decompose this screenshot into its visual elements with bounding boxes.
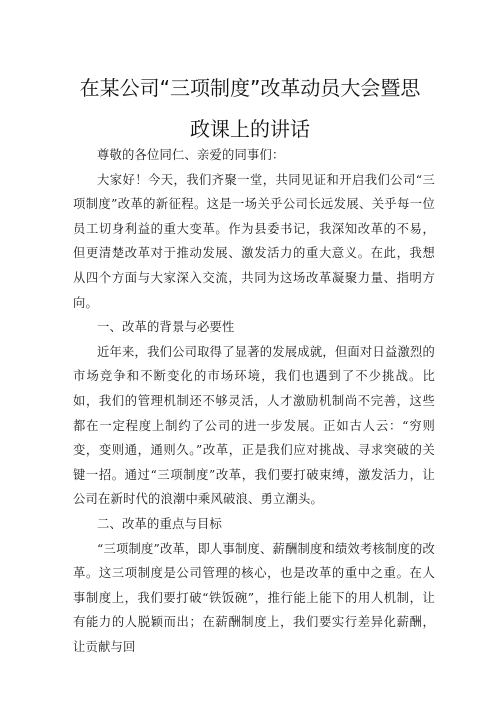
salutation: 尊敬的各位同仁、亲爱的同事们： — [97, 148, 285, 162]
paragraph-opening: 大家好！今天，我们齐聚一堂，共同见证和开启我们公司“三项制度”改革的新征程。这是一场关乎公司长远发展、关乎每一位员工切身利益的重大变革。作为县委书记，我深知改革的不易，但更清楚改革对于推动发展、激发活力的重大意义。在此，我想从四个方面与大家深入交流，共同为这场改革凝聚力量、指明方向。 — [73, 172, 435, 310]
section-heading-2: 二、改革的重点与目标 — [97, 516, 222, 531]
paragraph-background: 近年来，我们公司取得了显著的发展成就，但面对日益激烈的市场竞争和不断变化的市场环境，我们也遇到了不少挑战。比如，我们的管理机制还不够灵活，人才激励机制尚不完善，这些都在一定程度上制约了公司的进一步发展。正如古人云：“穷则变，变则通，通则久。”改革，正是我们应对挑战、寻求突破的关键一招。通过“三项制度”改革，我们要打破束缚，激发活力，让公司在新时代的浪潮中乘风破浪、勇立潮头。 — [73, 344, 435, 507]
section-heading-1: 一、改革的背景与必要性 — [97, 320, 235, 335]
document-body — [73, 143, 435, 659]
paragraph-focus: “三项制度”改革，即人事制度、薪酬制度和绩效考核制度的改革。这三项制度是公司管理的核心，也是改革的重中之重。在人事制度上，我们要打破“铁饭碗”，推行能上能下的用人机制，让有能力的人脱颖而出；在薪酬制度上，我们要实行差异化薪酬，让贡献与回 — [73, 541, 435, 654]
document-title-line-2: 政课上的讲话 — [190, 117, 310, 141]
document-title-line-1: 在某公司“三项制度”改革动员大会暨思 — [79, 76, 421, 100]
